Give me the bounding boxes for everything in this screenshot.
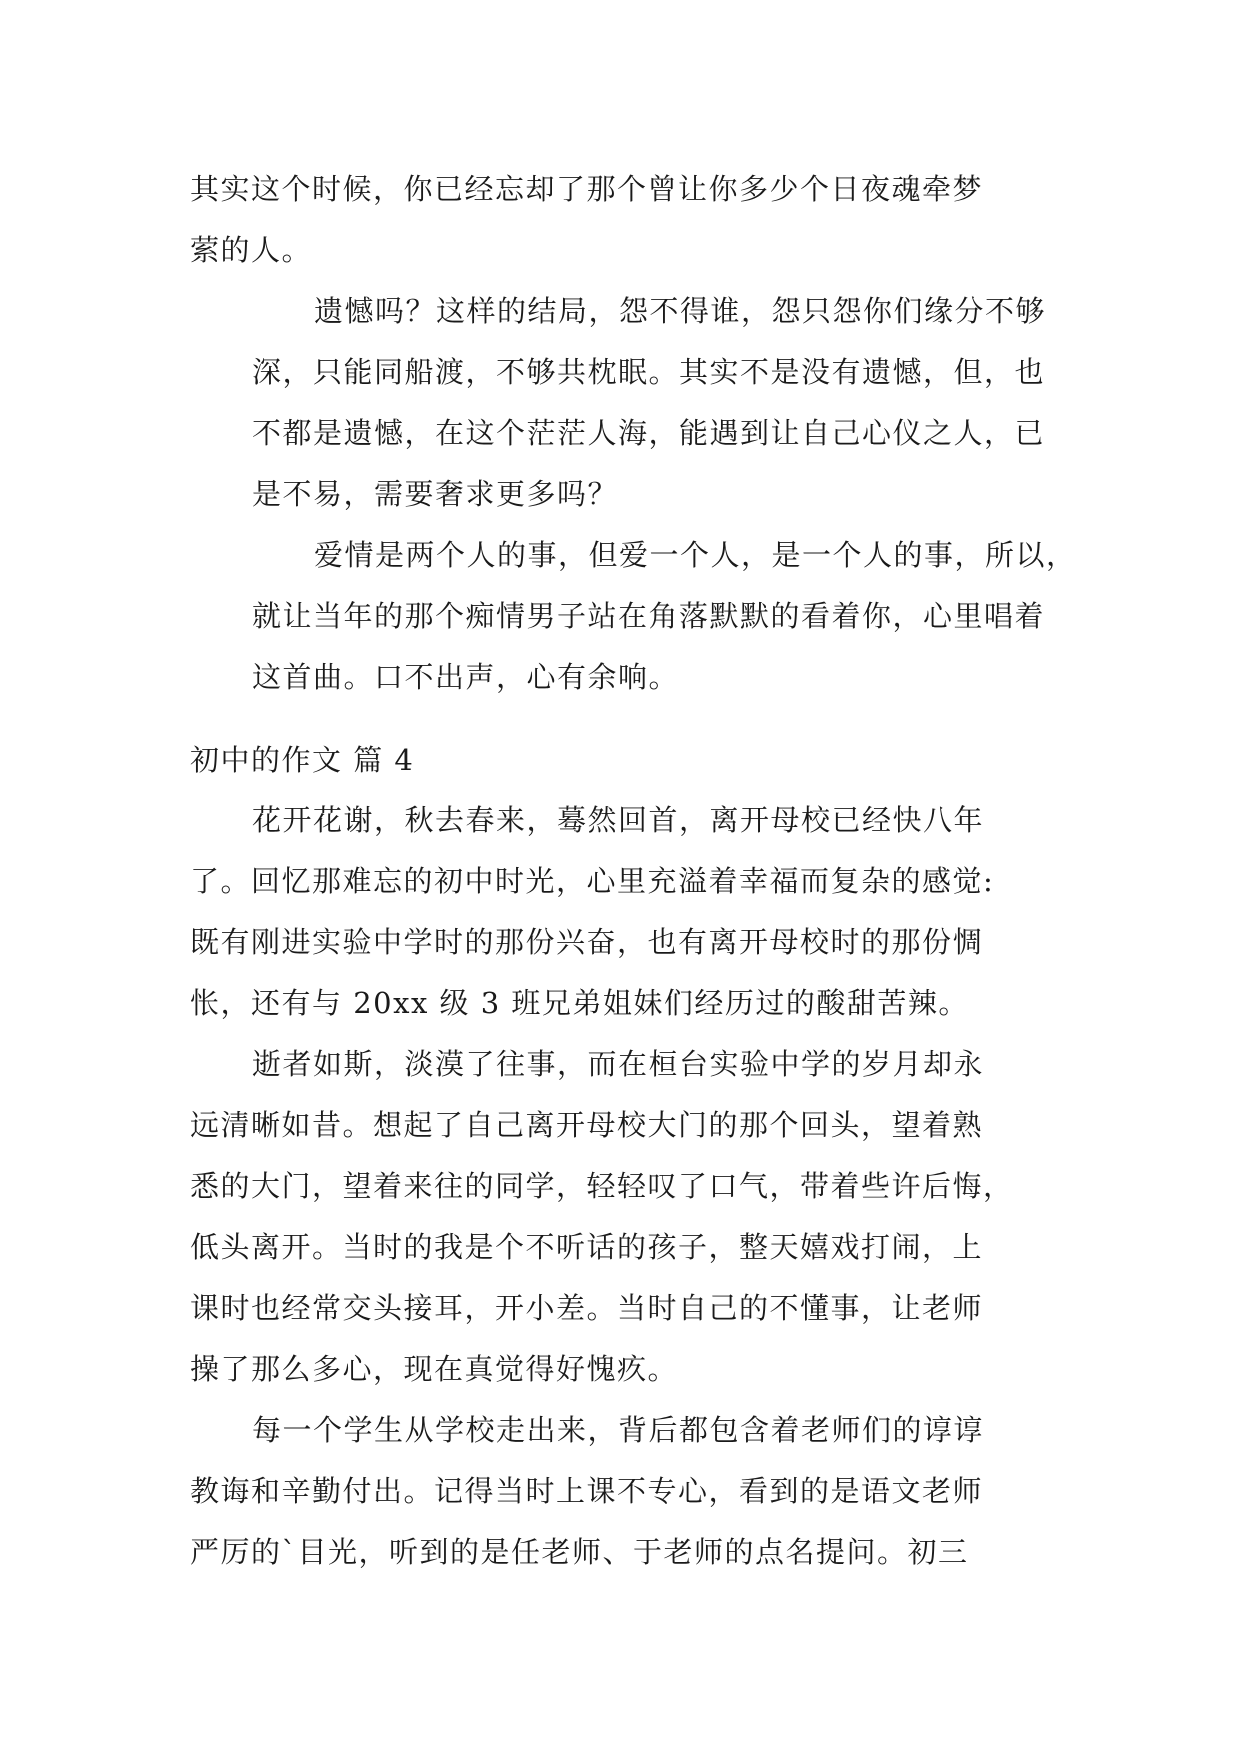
text-line: 花开花谢，秋去春来，蓦然回首，离开母校已经快八年 bbox=[252, 803, 985, 837]
paragraph bbox=[190, 1400, 1050, 1583]
text-line: 课时也经常交头接耳，开小差。当时自己的不懂事，让老师 bbox=[190, 1291, 984, 1325]
essay-section-2 bbox=[190, 790, 1050, 1583]
text-line: 逝者如斯，淡漠了往事，而在桓台实验中学的岁月却永 bbox=[252, 1047, 985, 1081]
paragraph bbox=[190, 159, 1050, 281]
text-line: 遗憾吗？这样的结局，怨不得谁，怨只怨你们缘分不够 bbox=[314, 294, 1047, 328]
paragraph bbox=[190, 525, 1077, 708]
text-line: 操了那么多心，现在真觉得好愧疚。 bbox=[190, 1352, 679, 1386]
text-line: 爱情是两个人的事，但爱一个人，是一个人的事，所以， bbox=[314, 538, 1077, 572]
text-line: 其实这个时候，你已经忘却了那个曾让你多少个日夜魂牵梦 bbox=[190, 172, 984, 206]
text-line: 不都是遗憾，在这个茫茫人海，能遇到让自己心仪之人，已 bbox=[252, 416, 1046, 450]
paragraph bbox=[190, 790, 1050, 1034]
text-line: 教诲和辛勤付出。记得当时上课不专心，看到的是语文老师 bbox=[190, 1474, 984, 1508]
paragraph bbox=[190, 281, 1050, 525]
essay-heading: 初中的作文 篇 4 bbox=[190, 743, 415, 777]
paragraph bbox=[190, 1034, 1050, 1400]
essay-section-1 bbox=[190, 159, 1077, 708]
text-line: 萦的人。 bbox=[190, 233, 313, 267]
text-line: 每一个学生从学校走出来，背后都包含着老师们的谆谆 bbox=[252, 1413, 985, 1447]
text-line: 既有刚进实验中学时的那份兴奋，也有离开母校时的那份惆 bbox=[190, 925, 984, 959]
text-line: 是不易，需要奢求更多吗？ bbox=[252, 477, 619, 511]
text-line: 悉的大门，望着来往的同学，轻轻叹了口气，带着些许后悔， bbox=[190, 1169, 1014, 1203]
text-line: 严厉的`目光，听到的是任老师、于老师的点名提问。初三 bbox=[190, 1535, 969, 1569]
text-line: 了。回忆那难忘的初中时光，心里充溢着幸福而复杂的感觉: bbox=[190, 864, 995, 898]
text-line: 低头离开。当时的我是个不听话的孩子，整天嬉戏打闹，上 bbox=[190, 1230, 984, 1264]
text-line: 怅，还有与 20xx 级 3 班兄弟姐妹们经历过的酸甜苦辣。 bbox=[190, 986, 969, 1020]
text-line: 深，只能同船渡，不够共枕眠。其实不是没有遗憾，但，也 bbox=[252, 355, 1046, 389]
text-line: 这首曲。口不出声，心有余响。 bbox=[252, 660, 680, 694]
text-line: 就让当年的那个痴情男子站在角落默默的看着你，心里唱着 bbox=[252, 599, 1046, 633]
text-line: 远清晰如昔。想起了自己离开母校大门的那个回头，望着熟 bbox=[190, 1108, 984, 1142]
